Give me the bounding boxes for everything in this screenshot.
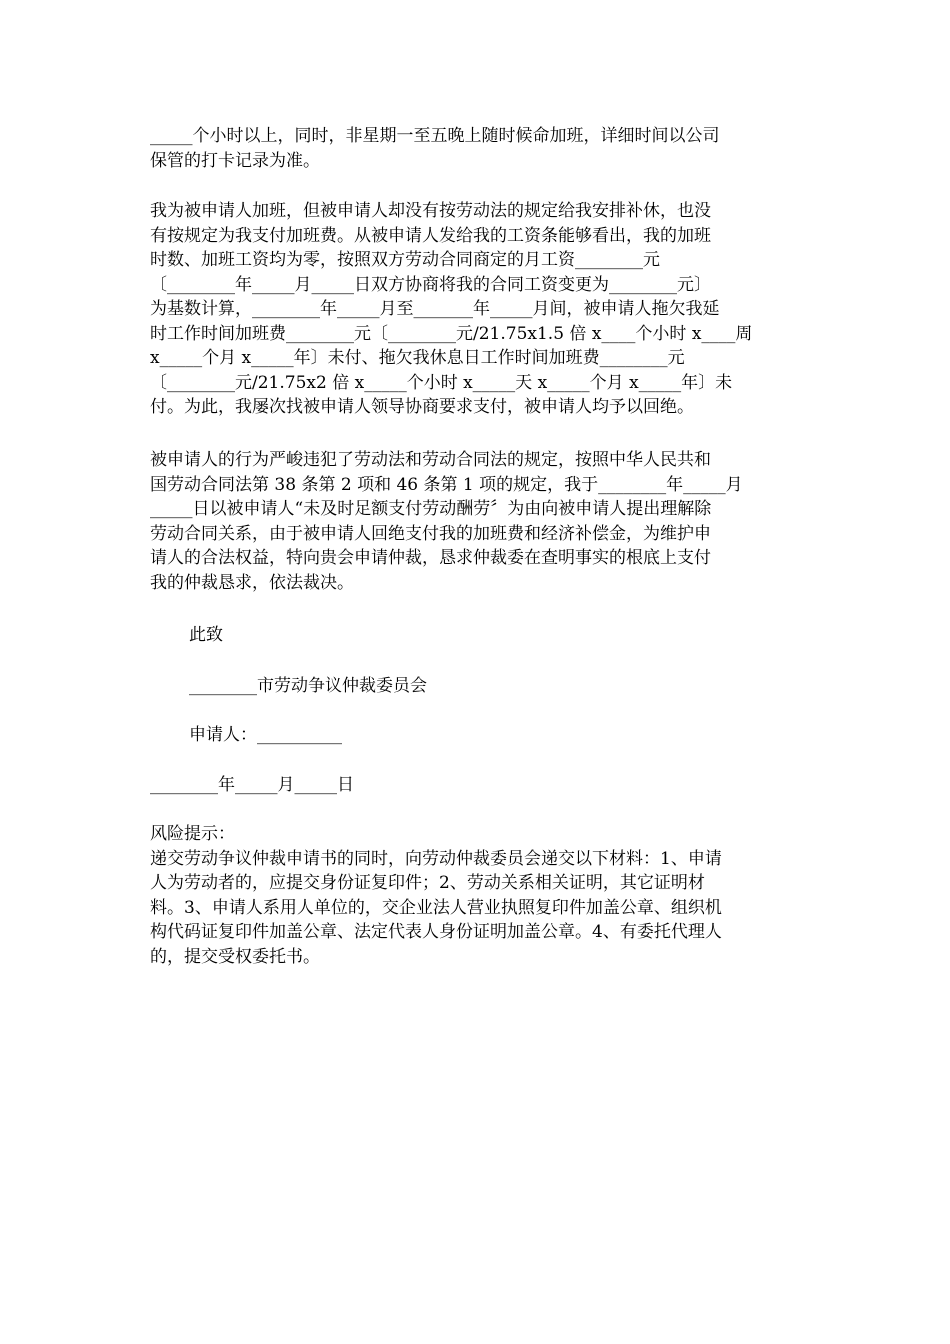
paragraph-overtime-hours xyxy=(150,124,810,173)
text-line: 国劳动合同法第 38 条第 2 项和 46 条第 1 项的规定，我于________年_____月 xyxy=(150,474,743,495)
text-line: 被申请人的行为严峻违犯了劳动法和劳动合同法的规定，按照中华人民共和 xyxy=(150,450,711,470)
paragraph-arbitration-request xyxy=(150,448,810,595)
paragraph-unpaid-overtime xyxy=(150,199,810,420)
text-line: _____个小时以上，同时，非星期一至五晚上随时候命加班，详细时间以公司 xyxy=(150,126,720,146)
text-line: 我的仲裁恳求，依法裁决。 xyxy=(150,572,354,593)
text-line: 的，提交受权委托书。 xyxy=(150,946,320,967)
text-line: 时数、加班工资均为零，按照双方劳动合同商定的月工资________元 xyxy=(150,250,660,270)
text-line: 人为劳动者的，应提交身份证复印件；2、劳动关系相关证明，其它证明材 xyxy=(150,873,705,893)
date-line: ________年_____月_____日 xyxy=(150,775,354,795)
text-line: 我为被申请人加班，但被申请人却没有按劳动法的规定给我安排补休，也没 xyxy=(150,201,711,221)
text-line: 劳动合同关系，由于被申请人回绝支付我的加班费和经济补偿金，为维护申 xyxy=(150,523,711,544)
text-line: _____日以被申请人“未及时足额支付劳动酬劳〞为由向被申请人提出理解除 xyxy=(150,499,712,519)
text-line: 为基数计算，________年_____月至_______年_____月间，被申请人拖欠我延 xyxy=(150,299,720,319)
recipient-line: ________市劳动争议仲裁委员会 xyxy=(189,676,427,696)
text-line: 保管的打卡记录为准。 xyxy=(150,150,320,171)
text-line: 请人的合法权益，特向贵会申请仲裁，恳求仲裁委在查明事实的根底上支付 xyxy=(150,548,711,568)
risk-notice xyxy=(150,822,810,969)
text-line: x_____个月 x_____年〕未付、拖欠我休息日工作时间加班费________元 xyxy=(150,348,685,368)
risk-notice-title: 风险提示： xyxy=(150,824,235,844)
text-line: 有按规定为我支付加班费。从被申请人发给我的工资条能够看出，我的加班 xyxy=(150,225,711,246)
text-line: 〔________元/21.75x2 倍 x_____个小时 x_____天 x_____个月 x_____年〕未 xyxy=(150,372,733,393)
text-line: 递交劳动争议仲裁申请书的同时，向劳动仲裁委员会递交以下材料：1、申请 xyxy=(150,848,722,869)
text-line: 〔________年_____月_____日双方协商将我的合同工资变更为________元〕 xyxy=(150,274,711,295)
salutation: 此致 xyxy=(189,625,223,645)
applicant-signature-line: 申请人：__________ xyxy=(189,725,342,745)
text-line: 付。为此，我屡次找被申请人领导协商要求支付，被申请人均予以回绝。 xyxy=(150,397,694,417)
text-line: 时工作时间加班费________元〔________元/21.75x1.5 倍 x____个小时 x____周 xyxy=(150,323,753,344)
text-line: 构代码证复印件加盖公章、法定代表人身份证明加盖公章。4、有委托代理人 xyxy=(150,922,722,942)
text-line: 料。3、申请人系用人单位的，交企业法人营业执照复印件加盖公章、组织机 xyxy=(150,897,722,918)
